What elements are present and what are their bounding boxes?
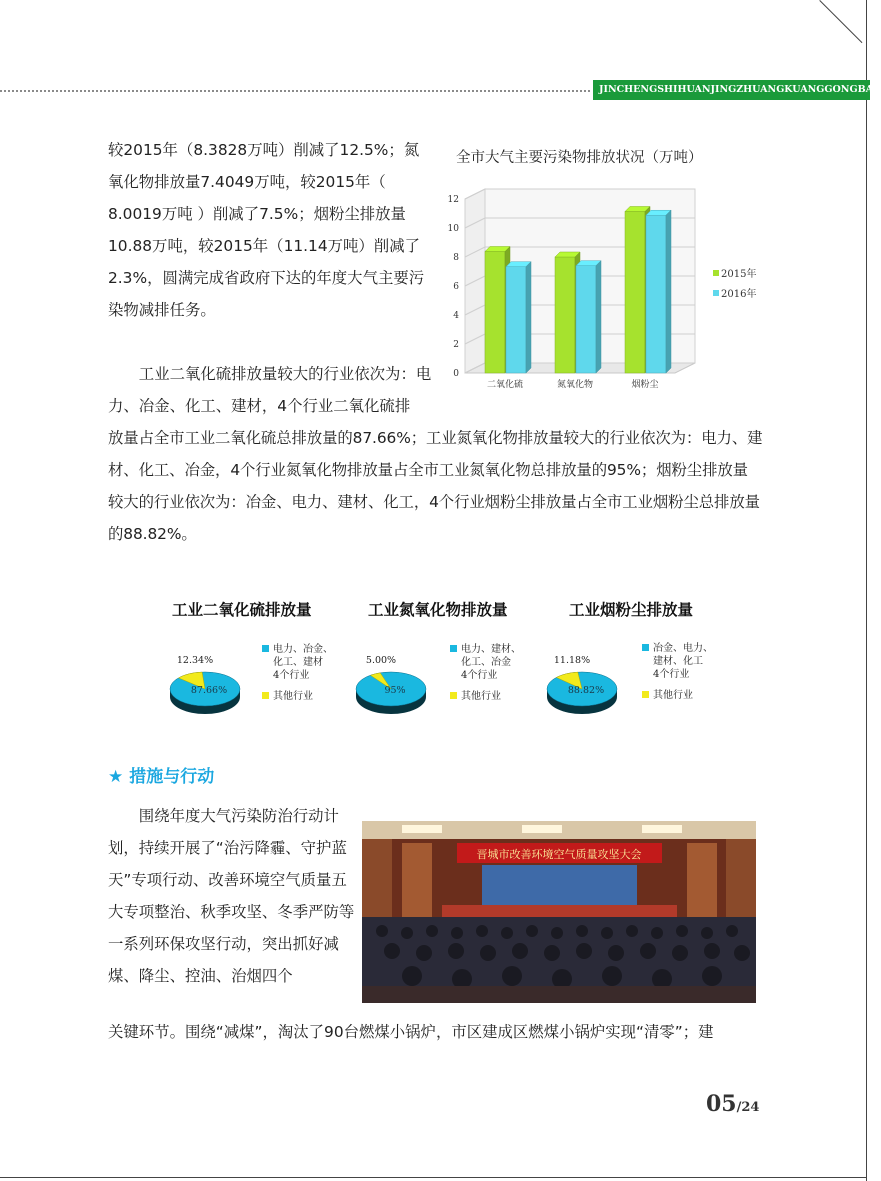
bar bbox=[485, 251, 505, 373]
bar bbox=[555, 257, 575, 373]
conference-photo bbox=[362, 821, 756, 1003]
paragraph-3: 放量占全市工业二氧化硫总排放量的87.66%；工业氮氧化物排放量较大的行业依次为：电力、建材、化工、冶金，4个行业氮氧化物排放量占全市工业氮氧化物总排放量的95%；烟粉尘排放量较大的行业依次为：冶金、电力、建材、化工，4个行业烟粉尘排放量占全市工业烟粉尘总排放量的88.82%。 bbox=[108, 429, 763, 543]
pie-title-dust: 工业烟粉尘排放量 bbox=[569, 601, 694, 619]
bar bbox=[646, 215, 666, 373]
legend-line: 冶金、电力、 bbox=[653, 643, 713, 654]
x-tick-label: 烟粉尘 bbox=[631, 380, 659, 390]
bar-chart-title: 全市大气主要污染物排放状况（万吨） bbox=[456, 150, 703, 166]
page-edge-bottom bbox=[0, 1177, 866, 1178]
bar-side bbox=[526, 262, 531, 373]
bar-chart bbox=[440, 185, 757, 400]
pie-value-main: 95% bbox=[384, 685, 406, 696]
legend-swatch bbox=[450, 692, 457, 699]
page-corner-fold bbox=[819, 0, 862, 43]
pie-legend-item bbox=[642, 642, 713, 681]
pie-legend-dust bbox=[642, 642, 713, 702]
pie-title-so2: 工业二氧化硫排放量 bbox=[172, 601, 312, 619]
page-edge-right bbox=[866, 0, 867, 1181]
y-tick-label: 2 bbox=[453, 340, 459, 350]
header-banner: JINCHENGSHIHUANJINGZHUANGKUANGGONGBAO bbox=[593, 80, 870, 100]
pie-value-other: 11.18% bbox=[553, 655, 591, 666]
pie-title-nox: 工业氮氧化物排放量 bbox=[368, 601, 508, 619]
pie-legend-nox bbox=[450, 643, 521, 703]
paragraph-4: 围绕年度大气污染防治行动计划，持续开展了“治污降霾、守护蓝天”专项行动、改善环境空气质量五大专项整治、秋季攻坚、冬季严防等一系列环保攻坚行动，突出抓好减煤、降尘、控油、治烟四个 bbox=[108, 807, 355, 985]
star-icon: ★ bbox=[108, 767, 124, 787]
y-tick-label: 4 bbox=[453, 311, 459, 321]
page-number bbox=[706, 1091, 759, 1117]
pie-legend-item bbox=[262, 690, 333, 703]
y-tick-label: 6 bbox=[453, 282, 459, 292]
legend-line: 化工、建材 bbox=[273, 657, 323, 668]
legend-line: 建材、化工 bbox=[653, 656, 703, 667]
legend-swatch bbox=[713, 270, 719, 276]
legend-line: 化工、冶金 bbox=[461, 657, 511, 668]
legend-swatch bbox=[450, 645, 457, 652]
y-tick-label: 12 bbox=[447, 195, 459, 205]
bar-side bbox=[666, 210, 671, 373]
bar bbox=[576, 266, 596, 373]
section-heading bbox=[108, 762, 214, 787]
y-tick-label: 10 bbox=[447, 224, 459, 234]
legend-line: 4个行业 bbox=[461, 670, 498, 681]
pie-value-other: 5.00% bbox=[365, 655, 397, 666]
pie-chart-dust bbox=[545, 640, 630, 715]
pie-value-main: 88.82% bbox=[567, 685, 605, 696]
legend-swatch bbox=[713, 290, 719, 296]
pie-chart-so2 bbox=[168, 640, 253, 715]
paragraph-1: 较2015年（8.3828万吨）削减了12.5%；氮氧化物排放量7.4049万吨，较2015年（ 8.0019万吨 ）削减了7.5%；烟粉尘排放量10.88万吨，较2015年（11.14万吨）削减了2.3%，圆满完成省政府下达的年度大气主要污染物减排任务。 bbox=[108, 141, 425, 319]
legend-line: 电力、建材、 bbox=[461, 644, 521, 655]
legend-swatch bbox=[642, 691, 649, 698]
legend-swatch bbox=[642, 644, 649, 651]
pie-legend-item bbox=[450, 690, 521, 703]
photo-banner-text: 晋城市改善环境空气质量攻坚大会 bbox=[476, 848, 642, 861]
section-heading-text: 措施与行动 bbox=[129, 767, 215, 787]
bar bbox=[506, 267, 526, 373]
legend-line: 其他行业 bbox=[653, 690, 693, 701]
x-tick-label: 氮氧化物 bbox=[556, 380, 594, 390]
paragraph-2: 工业二氧化硫排放量较大的行业依次为：电力、冶金、化工、建材，4个行业二氧化硫排 bbox=[108, 365, 432, 415]
pie-value-other: 12.34% bbox=[176, 655, 214, 666]
page-current: 05 bbox=[706, 1091, 737, 1117]
pie-value-main: 87.66% bbox=[190, 685, 228, 696]
pie-legend-so2 bbox=[262, 643, 333, 703]
pie-legend-item bbox=[450, 643, 521, 682]
legend-swatch bbox=[262, 692, 269, 699]
legend-label: 2015年 bbox=[721, 269, 757, 280]
pie-legend-item bbox=[262, 643, 333, 682]
legend-label: 2016年 bbox=[721, 289, 757, 300]
paragraph-5: 关键环节。围绕“减煤”，淘汰了90台燃煤小锅炉，市区建成区燃煤小锅炉实现“清零”；建 bbox=[108, 1023, 714, 1041]
legend-line: 其他行业 bbox=[273, 691, 313, 702]
x-tick-label: 二氧化硫 bbox=[486, 380, 524, 390]
legend-line: 电力、冶金、 bbox=[273, 644, 333, 655]
legend-line: 4个行业 bbox=[653, 669, 690, 680]
page-total: /24 bbox=[736, 1100, 760, 1115]
pie-legend-item bbox=[642, 689, 713, 702]
legend-line: 4个行业 bbox=[273, 670, 310, 681]
legend-line: 其他行业 bbox=[461, 691, 501, 702]
bar bbox=[625, 211, 645, 373]
header-dotted-rule bbox=[0, 90, 590, 92]
legend-swatch bbox=[262, 645, 269, 652]
pie-chart-nox bbox=[354, 640, 439, 715]
y-tick-label: 8 bbox=[453, 253, 459, 263]
bar-side bbox=[596, 261, 601, 373]
y-tick-label: 0 bbox=[453, 369, 459, 379]
